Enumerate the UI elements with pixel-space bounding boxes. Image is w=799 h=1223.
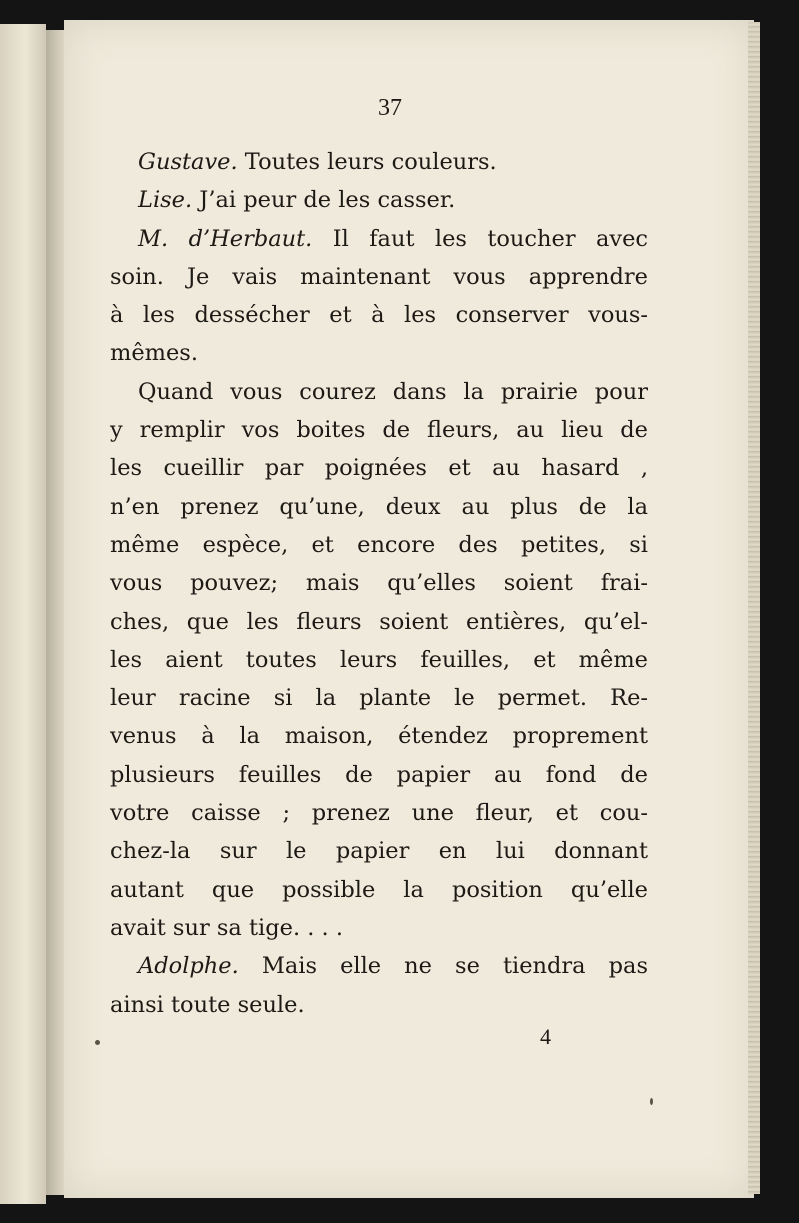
line-text: plusieurs feuilles de papier au fond de [110, 761, 648, 788]
text-line [110, 756, 648, 794]
text-line [110, 526, 648, 564]
line-text: autant que possible la position qu’elle [110, 876, 648, 903]
line-text: J’ai peur de les casser. [192, 187, 456, 214]
line-text: les cueillir par poignées et au hasard , [110, 455, 648, 482]
text-line [110, 143, 648, 181]
line-text: venus à la maison, étendez proprement [110, 723, 648, 750]
body-text [110, 143, 648, 1024]
signature-mark: 4 [540, 1024, 551, 1049]
line-text: Toutes leurs couleurs. [237, 149, 497, 175]
text-line [110, 258, 648, 296]
line-text: chez-la sur le papier en lui donnant [110, 838, 648, 865]
line-text: ches, que les fleurs soient entières, qu’el- [110, 608, 648, 635]
text-line [110, 947, 648, 985]
line-text: Quand vous courez dans la prairie pour [138, 378, 648, 405]
line-text: ainsi toute seule. [110, 991, 305, 1018]
text-line [110, 871, 648, 909]
line-text: soin. Je vais maintenant vous apprendre [110, 263, 648, 290]
text-line [110, 220, 648, 258]
line-text: leur racine si la plante le permet. Re- [110, 685, 648, 712]
line-text: même espèce, et encore des petites, si [110, 531, 648, 558]
text-line [110, 909, 648, 947]
text-line [110, 717, 648, 755]
speaker-name: Gustave. [138, 149, 238, 175]
text-line [110, 832, 648, 870]
text-line [110, 679, 648, 717]
line-text: avait sur sa tige. . . . [110, 914, 344, 941]
line-text: Il faut les toucher avec [312, 225, 649, 252]
speaker-name: Adolphe. [138, 953, 239, 980]
speaker-name: M. d’Herbaut. [138, 225, 313, 252]
line-text: y remplir vos boites de fleurs, au lieu de [110, 417, 648, 444]
text-line [110, 181, 648, 219]
line-text: Mais elle ne se tiendra pas [238, 953, 648, 980]
right-page-edge [748, 22, 760, 1194]
text-line [110, 334, 648, 372]
line-text: mêmes. [110, 340, 199, 367]
line-text: votre caisse ; prenez une fleur, et cou- [110, 800, 648, 827]
book-gutter [46, 30, 64, 1195]
text-line [110, 488, 648, 526]
line-text: n’en prenez qu’une, deux au plus de la [110, 493, 648, 520]
text-line [110, 794, 648, 832]
left-page-edge [0, 24, 46, 1204]
ink-speck [650, 1098, 653, 1105]
line-text: à les dessécher et à les conserver vous- [110, 302, 648, 329]
text-line [110, 373, 648, 411]
text-line [110, 986, 648, 1024]
text-line [110, 411, 648, 449]
text-line [110, 449, 648, 487]
speaker-name: Lise. [138, 187, 193, 214]
line-text: les aient toutes leurs feuilles, et même [110, 646, 648, 673]
text-line [110, 603, 648, 641]
text-line [110, 641, 648, 679]
ink-speck [95, 1040, 100, 1045]
line-text: vous pouvez; mais qu’elles soient frai- [110, 570, 648, 597]
text-line [110, 564, 648, 602]
page-number: 37 [378, 95, 402, 121]
text-line [110, 296, 648, 334]
